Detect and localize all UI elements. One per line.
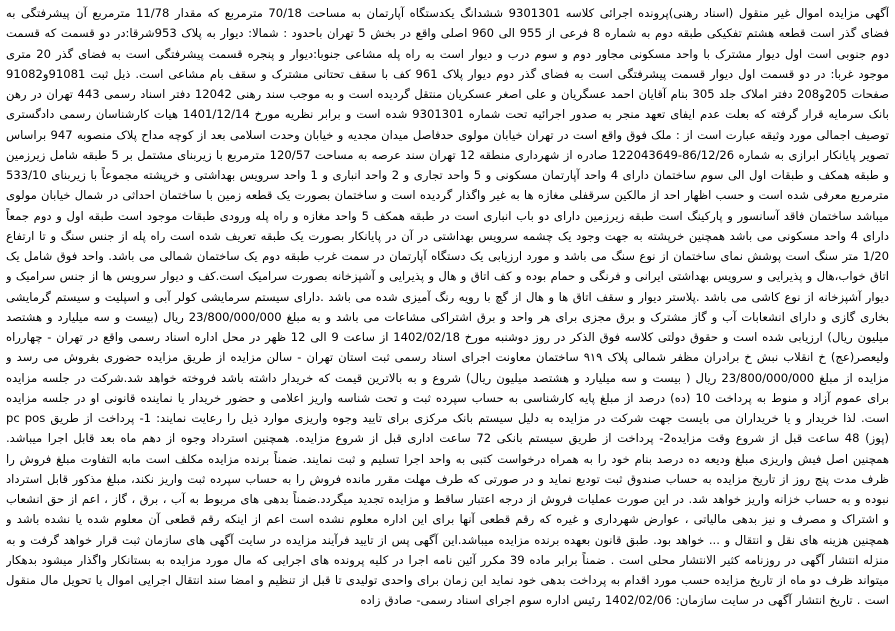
- auction-notice-text: آگهی مزایده اموال غیر منقول (اسناد رهنی)پرونده اجرائی کلاسه 9301301 ششدانگ یکدستگاه آپارتمان به مساحت 70/18 مترمربع که مقدار 11/78 مترمربع آن پیشرفتگی به فضای گذر است قطعه هشتم تفکیکی طبقه دوم به شماره 8 فرعی از 955 الی 960 اصلی واقع در بخش 5 تهران باحدود : شمالا: دیوار به پلاک 953شرقا:در دو قسمت که قسمت دوم جنوبی است اول دیوار مشترک با واحد مسکونی مجاور دوم و سوم درب و دیوار است به راه پله مشاعی جنوبا:دیوار و پنجره قسمت پیشرفتگی است به فضای گذر 20 متری موجود غربا: در دو قسمت اول دیوار قسمت پیشرفتگی است به فضای گذر دوم دیوار پلاک 961 کف با سقف تحتانی مشترک و سقف بام مشاعی است. ذیل ثبت 91081و91082 صفحات 205و208 دفتر املاک جلد 305 بنام آقایان احمد عسگریان و علی اصغر عسکریان منتقل گردیده است و به موجب سند رهنی 12042 دفتر اسناد رسمی 443 تهران در رهن بانک سرمایه قرار گرفته که بعلت عدم ایفای تعهد منجر به صدور اجرائیه تحت شماره 9301301 شده است و برابر نظریه مورخ 1401/12/14 هیات کارشناسان رسمی دادگستری توصیف اجمالی مورد وثیقه عبارت است از : ملک فوق واقع است در تهران خیابان مولوی حدفاصل میدان مجدیه و خیابان وحدت اسلامی بعد از کوچه مداح پلاک منصوبه 947 براساس تصویر پایانکار ابرازی به شماره 86/12/26-122043649 صادره از شهرداری منطقه 12 تهران سند عرصه به مساحت 120/57 مترمربع با زیربنای مشتمل بر 5 طبقه شامل زیرزمین و طبقه همکف و طبقات اول الی سوم ساختمان دارای 4 واحد آپارتمان مسکونی و 5 واحد تجاری و 2 واحد انباری و 1 واحد سرویس بهداشتی و خرپشته مجموعاً با زیربنای 533/10 مترمربع معرفی شده است و حسب اظهار احد از مالکین سرقفلی مغازه ها به غیر واگذار گردیده است و ساختمان بصورت یک قطعه زمین با ساختمان احداثی در شمال خیابان مولوی میباشد ساختمان فاقد آسانسور و پارکینگ است طبقه زیرزمین دارای دو باب انباری است در طبقه همکف 5 واحد مغازه و راه پله ورودی طبقات موجود است طبقه اول و دوم جمعاً دارای 4 واحد مسکونی می باشد همچنین خرپشته به جهت وجود یک چشمه سرویس بهداشتی در آن در پایانکار بصورت یک طبقه تعریف شده است راه پله از جنس سنگ و تا ارتفاع 1/20 متر سنگ است پوشش نمای ساختمان از نوع سنگ می باشد و مورد ارزیابی یک دستگاه آپارتمان در سمت غرب طبقه دوم یک ساختمان شمالی می باشد. واحد فوق شامل یک اتاق خواب،هال و پذیرایی و سرویس بهداشتی ایرانی و فرنگی و حمام بوده و کف اتاق و هال و پذیرایی و آشپزخانه بصورت سرامیک است.کف و دیوار سرویس ها از جنس سرامیک و دیوار آشپزخانه از نوع کاشی می باشد .پلاستر دیوار و سقف اتاق ها و هال از گچ با رویه رنگ آمیزی شده می باشد .دارای سیستم سرمایشی کولر آبی و اسپلیت و سیستم گرمایشی بخاری گازی و دارای انشعابات آب و گاز مشترک و برق مجزی برای هر واحد و برق اشتراکی مشاعات می باشد و به مبلغ 23/800/000/000 ریال (بیست و سه میلیارد و هشتصد میلیون ریال) ارزیابی شده است و حقوق دولتی کلاسه فوق الذکر در روز دوشنبه مورخ 1402/02/18 از ساعت 9 الی 12 ظهر در محل اداره اسناد رسمی واقع در تهران - چهارراه ولیعصر(عج) خ انقلاب نبش خ برادران مظفر شمالی پلاک ۹۱۹ ساختمان معاونت اجرای اسناد رسمی ثبت استان تهران - سالن مزایده از طریق مزایده حضوری بفروش می رسد و مزایده از مبلغ 23/800/000/000 ریال ( بیست و سه میلیارد و هشتصد میلیون ریال) شروع و به بالاترین قیمت که خریدار داشته باشد فروخته خواهد شد.شرکت در جلسه مزایده برای عموم آزاد و منوط به پرداخت 10 (ده) درصد از مبلغ پایه کارشناسی به حساب سپرده ثبت و تحت شناسه واریز اعلامی و حضور خریدار یا نماینده قانونی او در جلسه مزایده است. لذا خریدار و یا خریداران می بایست جهت شرکت در مزایده به دلیل سیستم بانک مرکزی برای تایید وجوه واریزی موارد ذیل را رعایت نمایند: 1- پرداخت از طریق pc pos (پوز) 48 ساعت قبل از شروع وقت مزایده2- پرداخت از طریق سیستم بانکی 72 ساعت اداری قبل از شروع مزایده. همچنین استرداد وجوه از دهم ماه بعد قابل اجرا میباشد. همچنین اصل فیش واریزی مبلغ ودیعه ده درصد بنام خود را به همراه درخواست کتبی به واحد اجرا تسلیم و ثبت نمایند. ضمناً برنده مزایده مکلف است مابه التفاوت مبلغ فروش را ظرف مدت پنج روز از تاریخ مزایده به حساب صندوق ثبت تودیع نماید و در صورتی که طرف مهلت مقرر مانده فروش را به حساب سپرده ثبت واریز نکند، مبلغ مذکور قابل استرداد نبوده و به حساب خزانه واریز خواهد شد. در این صورت عملیات فروش از درجه اعتبار ساقط و مزایده تجدید میگردد.ضمناً بدهی های مربوط به آب ، برق ، گاز ، اعم از حق انشعاب و اشتراک و مصرف و نیز بدهی مالیاتی ، عوارض شهرداری و غیره که رقم قطعی آنها برای این اداره معلوم نشده است اعم از اینکه رقم قطعی آن معلوم شده یا نشده باشد و همچنین هزینه های نقل و انتقال و ... خواهد بود. طبق قانون بعهده برنده مزایده میباشد.این آگهی پس از تایید فرآیند مزایده در سایت آگهی های سازمان ثبت قرار خواهد گرفت و به منزله انتشار آگهی در روزنامه کثیر الانتشار محلی است . ضمناً برابر ماده 39 مکرر آئین نامه اجرا در کلیه پرونده های اجرایی که مال مورد مزایده به بستانکار واگذار میشود بدهکار میتواند ظرف دو ماه از تاریخ مزایده حسب مورد اقدام به پرداخت بدهی خود نماید این زمان برای واحدی تولیدی تا قبل از تنظیم و امضا سند انتقال اجرایی اموال یا تحویل مال منقول است . تاریخ انتشار آگهی در سایت سازمان: 1402/02/06 رئیس اداره سوم اجرای اسناد رسمی- صادق زاده: [6, 6, 889, 608]
- auction-notice: [6, 3, 889, 627]
